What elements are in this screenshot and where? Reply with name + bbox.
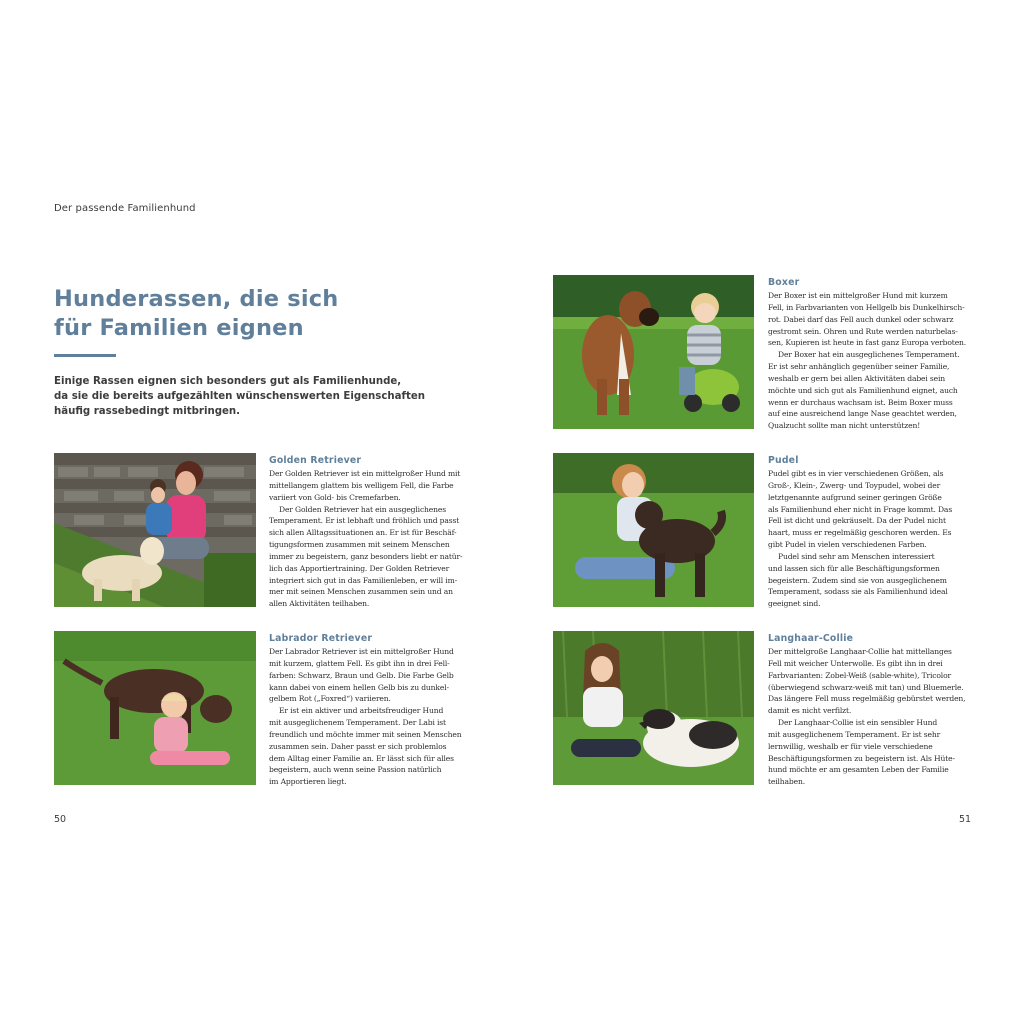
text-line: im Apportieren liegt. xyxy=(269,777,347,787)
text-line: Pudel sind sehr am Menschen interessiert xyxy=(778,551,935,561)
breed-title: Langhaar-Collie xyxy=(768,633,854,644)
text-line: lich das Apportiertraining. Der Golden Retriever xyxy=(269,563,450,573)
breed-entry-pudel xyxy=(768,455,974,610)
text-line: tigungsformen zusammen mit seinem Menschen xyxy=(269,540,450,550)
text-line: möchte und sich gut als Familienhund eignet, auch xyxy=(768,385,958,395)
text-line: Temperament. Er ist lebhaft und fröhlich und passt xyxy=(269,516,460,526)
intro-text xyxy=(54,374,425,419)
page-title-line-1: Hunderassen, die sich xyxy=(54,286,339,312)
text-line: freundlich und möchte immer mit seinen Menschen xyxy=(269,729,462,739)
text-line: immer zu begeistern, ganz besonders liebt er natür- xyxy=(269,551,463,561)
text-line: Der Boxer ist ein mittelgroßer Hund mit kurzem xyxy=(768,291,948,300)
page-number-left: 50 xyxy=(54,814,67,825)
text-line: mit ausgeglichenem Temperament. Der Labi ist xyxy=(269,718,446,728)
text-line: damit es nicht verfilzt. xyxy=(768,706,852,716)
text-line: mit ausgeglichenem Temperament. Er ist sehr xyxy=(768,729,941,739)
text-line: (überwiegend schwarz-weiß mit tan) und Bluemerle. xyxy=(768,682,964,692)
breed-title: Pudel xyxy=(768,455,799,466)
text-line: Beschäftigungsformen zu begeistern ist. Als Hüte- xyxy=(768,753,955,763)
text-line: Der Golden Retriever ist ein mittelgroßer Hund mit xyxy=(269,469,461,478)
page-title xyxy=(54,285,414,343)
text-line: zusammen sein. Daher passt er sich problemlos xyxy=(269,741,447,751)
text-line: integriert sich gut in das Familienleben, er will im- xyxy=(269,575,458,585)
breed-title: Boxer xyxy=(768,277,800,288)
text-line: Der Golden Retriever hat ein ausgeglichenes xyxy=(279,504,446,514)
text-line: gelbem Rot („Foxred“) variieren. xyxy=(269,694,391,704)
breed-entry-labrador-retriever xyxy=(269,633,475,788)
text-line: begeistern, auch wenn seine Passion natürlich xyxy=(269,765,442,775)
text-line: Er ist ein aktiver und arbeitsfreudiger Hund xyxy=(279,706,444,716)
text-line: Groß-, Klein-, Zwerg- und Toypudel, wobei der xyxy=(768,480,941,490)
text-line: mer mit seinen Menschen zusammen sein und an xyxy=(269,587,453,597)
text-line: Fell mit weicher Unterwolle. Es gibt ihn in drei xyxy=(768,658,943,668)
langhaar-collie-photo xyxy=(553,631,754,785)
text-line: variiert von Gold- bis Cremefarben. xyxy=(269,492,401,502)
text-line: Der mittelgroße Langhaar-Collie hat mittellanges xyxy=(768,647,952,656)
boxer-photo xyxy=(553,275,754,429)
text-line: begeistern. Zudem sind sie von ausgeglichenem xyxy=(768,575,947,585)
text-line: rot. Dabei darf das Fell auch dunkel oder schwarz xyxy=(768,314,954,324)
text-line: Qualzucht sollte man nicht unterstützen! xyxy=(768,421,921,431)
text-line: geeignet sind. xyxy=(768,599,821,609)
page-number-right: 51 xyxy=(959,814,972,825)
breed-entry-golden-retriever xyxy=(269,455,475,610)
text-line: dem Alltag einer Familie an. Er lässt sich für alles xyxy=(269,753,454,763)
text-line: mittellangem glattem bis welligem Fell, die Farbe xyxy=(269,480,454,490)
text-line: gibt Pudel in vielen verschiedenen Farben. xyxy=(768,540,927,550)
text-line: farben: Schwarz, Braun und Gelb. Die Farbe Gelb xyxy=(269,670,454,680)
text-line: sich allen Alltagssituationen an. Er ist für Beschäf- xyxy=(269,528,457,538)
text-line: auf eine ausreichend lange Nase geachtet werden, xyxy=(768,409,957,419)
page-title-line-2: für Familien eignen xyxy=(54,315,304,341)
text-line: Farbvarianten: Zobel-Weiß (sable-white), Tricolor xyxy=(768,670,951,680)
text-line: allen Aktivitäten teilhaben. xyxy=(269,599,370,609)
pudel-photo xyxy=(553,453,754,607)
text-line: Fell, in Farbvarianten von Hellgelb bis Dunkelhirsch- xyxy=(768,302,965,312)
text-line: Fell ist dicht und gekräuselt. Da der Pudel nicht xyxy=(768,516,946,526)
golden-retriever-photo xyxy=(54,453,256,607)
intro-line: Einige Rassen eignen sich besonders gut als Familienhunde, xyxy=(54,376,402,387)
breed-title: Labrador Retriever xyxy=(269,633,373,644)
intro-line: da sie die bereits aufgezählten wünschenswerten Eigenschaften xyxy=(54,391,425,402)
text-line: haart, muss er regelmäßig geschoren werden. Es xyxy=(768,528,952,538)
text-line: Der Boxer hat ein ausgeglichenes Temperament. xyxy=(778,350,960,360)
text-line: Pudel gibt es in vier verschiedenen Größen, als xyxy=(768,469,944,478)
text-line: letztgenannte aufgrund seiner geringen Größe xyxy=(768,492,942,502)
breed-entry-boxer xyxy=(768,277,974,432)
text-line: wenn er durchaus wachsam ist. Beim Boxer muss xyxy=(768,397,953,407)
text-line: gestromt sein. Ohren und Rute werden naturbelas- xyxy=(768,326,958,336)
text-line: teilhaben. xyxy=(768,777,805,787)
text-line: weshalb er gern bei allen Aktivitäten dabei sein xyxy=(768,373,946,383)
text-line: Der Labrador Retriever ist ein mittelgroßer Hund xyxy=(269,647,454,656)
text-line: Der Langhaar-Collie ist ein sensibler Hund xyxy=(778,718,938,728)
running-head: Der passende Familienhund xyxy=(54,203,196,214)
title-underline xyxy=(54,354,116,357)
text-line: und lassen sich für alle Beschäftigungsformen xyxy=(768,563,940,573)
text-line: kann dabei von einem hellen Gelb bis zu dunkel- xyxy=(269,682,449,692)
labrador-retriever-photo xyxy=(54,631,256,785)
intro-line: häufig rassebedingt mitbringen. xyxy=(54,406,241,417)
text-line: Temperament, sodass sie als Familienhund ideal xyxy=(768,587,948,597)
breed-title: Golden Retriever xyxy=(269,455,362,466)
text-line: als Familienhund eher nicht in Frage kommt. Das xyxy=(768,504,953,514)
text-line: lernwillig, weshalb er für viele verschiedene xyxy=(768,741,933,751)
text-line: mit kurzem, glattem Fell. Es gibt ihn in drei Fell- xyxy=(269,658,450,668)
text-line: Das längere Fell muss regelmäßig gebürstet werden, xyxy=(768,694,966,704)
breed-entry-langhaar-collie xyxy=(768,633,974,788)
text-line: sen, Kupieren ist heute in fast ganz Europa verboten. xyxy=(768,338,967,348)
text-line: hund möchte er am gesamten Leben der Familie xyxy=(768,765,949,775)
text-line: Er ist sehr anhänglich gegenüber seiner Familie, xyxy=(768,362,950,372)
